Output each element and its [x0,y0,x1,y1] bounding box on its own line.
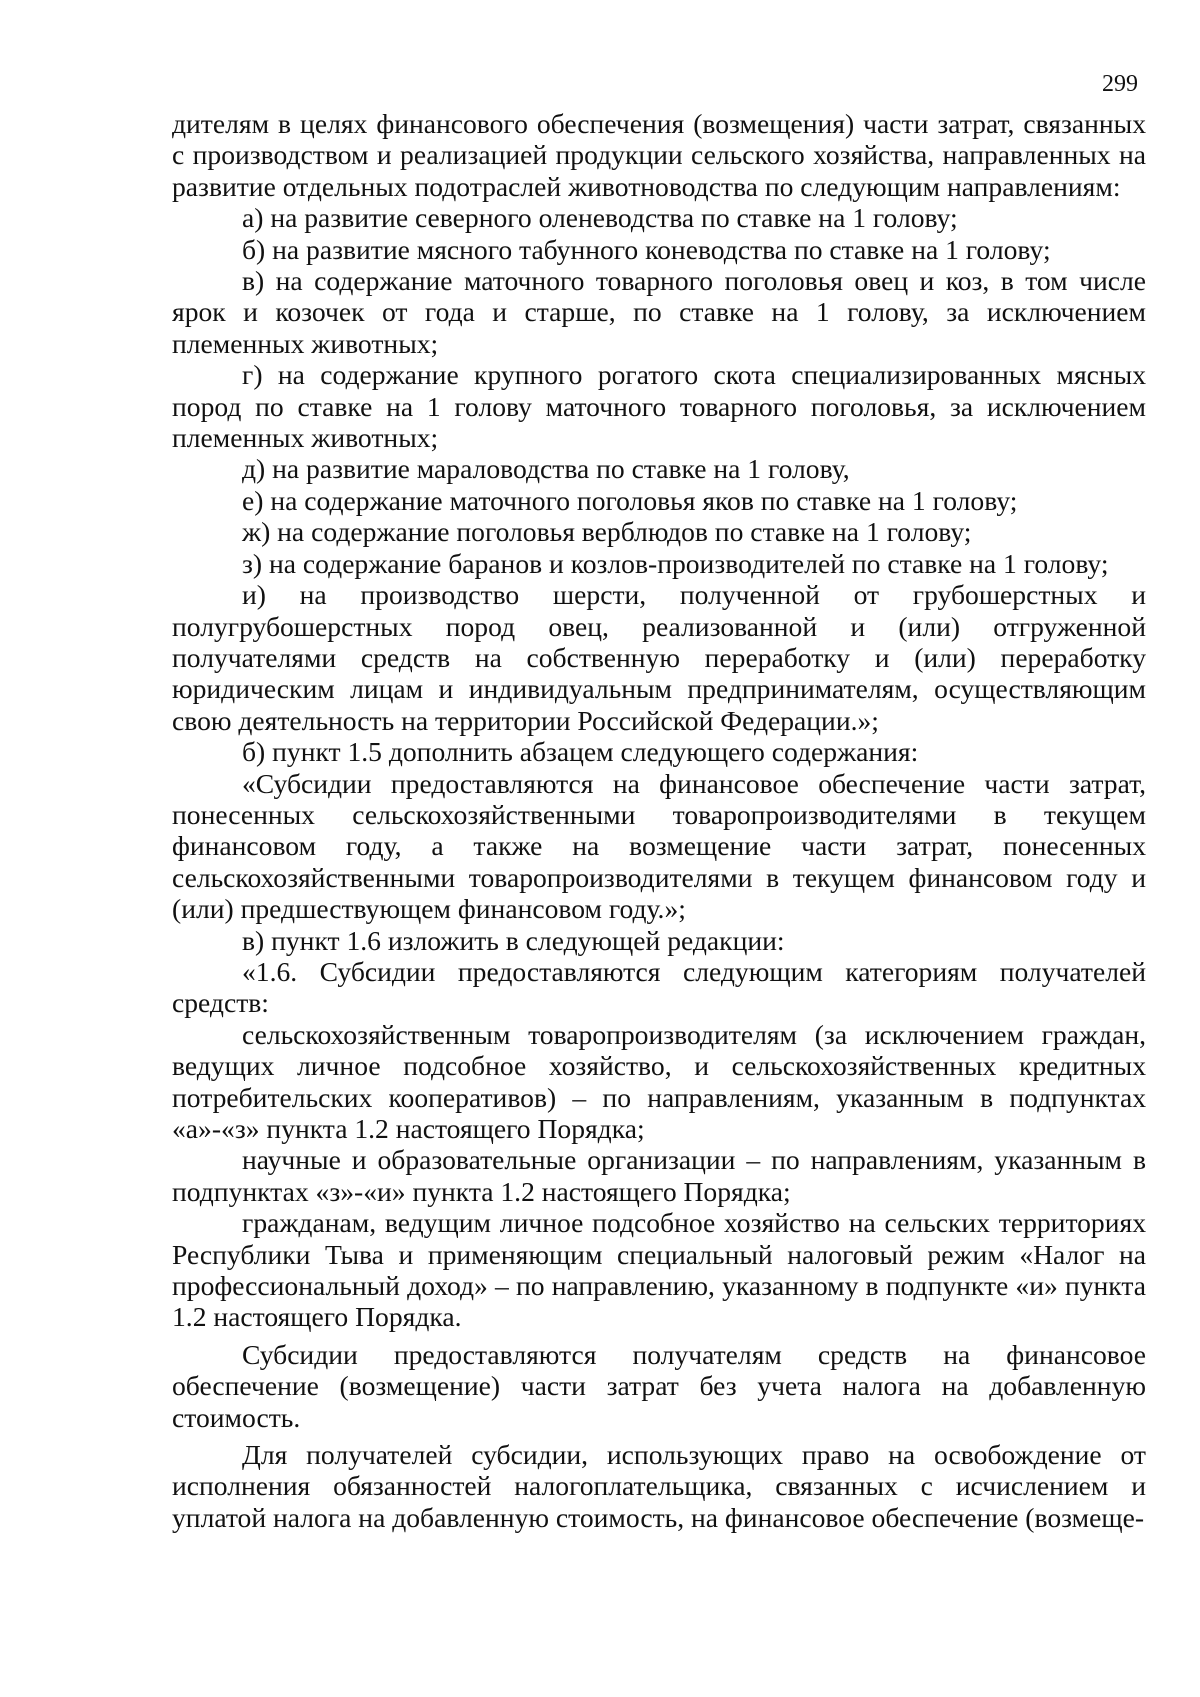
paragraph: в) пункт 1.6 изложить в следующей редакции: [242,924,785,956]
page-number: 299 [1102,71,1138,97]
paragraph: а) на развитие северного оленеводства по ставке на 1 голову; [242,202,958,234]
paragraph: г) на содержание крупного рогатого скота специализированных мясных пород по ставке на 1 голову маточного товарного поголовья, за исключением племенных животных; [172,359,1146,454]
paragraph: научные и образовательные организации – по направлениям, указанным в подпунктах «з»-«и» пункта 1.2 настоящего Порядка; [172,1144,1146,1207]
paragraph: в) на содержание маточного товарного поголовья овец и коз, в том числе ярок и козочек от года и старше, по ставке на 1 голову, за исключением племенных животных; [172,265,1146,359]
paragraph: Субсидии предоставляются получателям средств на финансовое обеспечение (возмещение) части затрат без учета налога на добавленную стоимость. [172,1338,1146,1433]
paragraph: «1.6. Субсидии предоставляются следующим категориям получателей средств: [172,955,1146,1019]
paragraph: Для получателей субсидии, использующих право на освобождение от исполнения обязанностей налогоплательщика, связанных с исчислением и уплатой налога на добавленную стоимость, на финансовое обеспечение (возмеще- [172,1439,1146,1533]
paragraph: е) на содержание маточного поголовья яков по ставке на 1 голову; [242,484,1018,516]
paragraph: сельскохозяйственным товаропроизводителям (за исключением граждан, ведущих личное подсобное хозяйство, и сельскохозяйственных кредитных потребительских кооперативов) – по направлениям, указанным в подпунктах «а»-«з» пункта 1.2 настоящего Порядка; [172,1018,1146,1144]
paragraph: и) на производство шерсти, полученной от грубошерстных и полугрубошерстных пород овец, реализованной и (или) отгруженной получателями средств на собственную переработку и (или) переработку юридическим лицам и индивидуальным предпринимателям, осуществляющим свою деятельность на территории Российской Федерации.»; [172,579,1146,736]
paragraph: з) на содержание баранов и козлов-производителей по ставке на 1 голову; [242,547,1109,579]
paragraph: ж) на содержание поголовья верблюдов по ставке на 1 голову; [242,516,972,548]
paragraph: гражданам, ведущим личное подсобное хозяйство на сельских территориях Республики Тыва и применяющим специальный налоговый режим «Налог на профессиональный доход» – по направлению, указанному в подпункте «и» пункта 1.2 настоящего Порядка. [172,1207,1146,1333]
paragraph: д) на развитие мараловодства по ставке на 1 голову, [242,453,850,485]
document-body [172,108,1146,1533]
paragraph: дителям в целях финансового обеспечения (возмещения) части затрат, связанных с производством и реализацией продукции сельского хозяйства, направленных на развитие отдельных подотраслей животноводства по следующим направлениям: [172,108,1146,202]
paragraph: б) пункт 1.5 дополнить абзацем следующего содержания: [242,736,919,768]
paragraph: «Субсидии предоставляются на финансовое обеспечение части затрат, понесенных сельскохозяйственными товаропроизводителями в текущем финансовом году, а также на возмещение части затрат, понесенных сельскохозяйственными товаропроизводителями в текущем финансовом году и (или) предшествующем финансовом году.»; [172,767,1146,925]
paragraph: б) на развитие мясного табунного коневодства по ставке на 1 голову; [242,233,1051,265]
